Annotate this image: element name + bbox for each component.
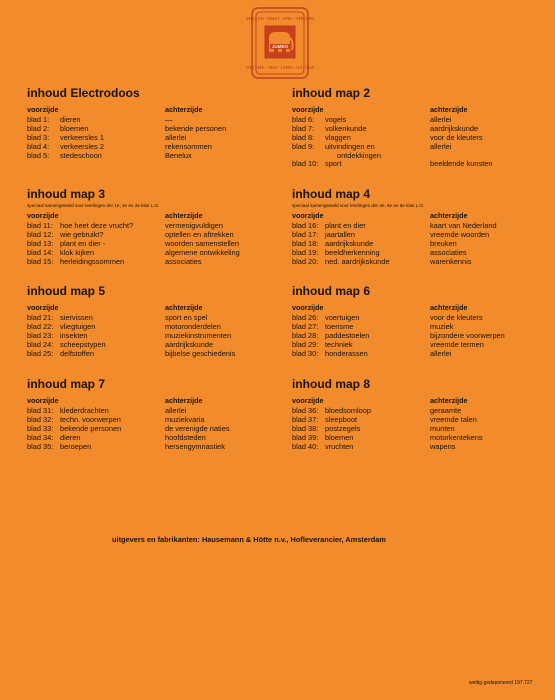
contents-row xyxy=(27,442,282,451)
front-topic: vlaggen xyxy=(325,133,351,142)
contents-section xyxy=(292,377,547,451)
front-topic: sleepboot xyxy=(325,415,358,424)
back-topic: allerlei xyxy=(430,115,452,124)
front-topic: hoe heet deze vrucht? xyxy=(60,221,134,230)
contents-row xyxy=(27,257,282,266)
contents-row xyxy=(292,257,547,266)
contents-row xyxy=(27,331,282,340)
contents-section xyxy=(27,284,282,358)
front-topic: wie gebruikt? xyxy=(60,230,104,239)
back-topic: de verenigde naties xyxy=(165,424,230,433)
sheet-number: blad 19: xyxy=(292,248,319,257)
column-headers xyxy=(27,105,282,115)
contents-row xyxy=(292,124,547,133)
contents-row xyxy=(292,415,547,424)
front-topic: honderassen xyxy=(325,349,368,358)
front-topic: paddestoelen xyxy=(325,331,370,340)
sheet-number: blad 9: xyxy=(292,142,315,151)
back-topic: munten xyxy=(430,424,455,433)
contents-row xyxy=(27,248,282,257)
sheet-number: blad 36: xyxy=(292,406,319,415)
contents-row xyxy=(292,159,547,168)
contents-section xyxy=(292,284,547,358)
contents-section xyxy=(27,86,282,160)
front-topic: klederdrachten xyxy=(60,406,109,415)
back-topic: allerlei xyxy=(165,133,187,142)
back-topic: optellen en aftrekken xyxy=(165,230,234,239)
front-topic: delfstoffen xyxy=(60,349,94,358)
column-headers xyxy=(292,105,547,115)
contents-row xyxy=(292,248,547,257)
front-topic: volkenkunde xyxy=(325,124,367,133)
contents-row xyxy=(292,442,547,451)
front-topic: plant en dier xyxy=(325,221,366,230)
back-topic: vreemde termen xyxy=(430,340,484,349)
back-topic: warenkennis xyxy=(430,257,472,266)
back-topic: allerlei xyxy=(430,142,452,151)
column-headers xyxy=(292,211,547,221)
back-topic: geraamte xyxy=(430,406,462,415)
sheet-number: blad 24: xyxy=(27,340,54,349)
sheet-number: blad 16: xyxy=(292,221,319,230)
front-topic: bloemen xyxy=(325,433,354,442)
contents-row xyxy=(292,424,547,433)
back-topic: associaties xyxy=(430,248,467,257)
front-column-header: voorzijde xyxy=(27,105,59,114)
contents-row xyxy=(292,433,547,442)
back-topic: beeldende kunsten xyxy=(430,159,493,168)
back-topic: rekensommen xyxy=(165,142,212,151)
back-column-header: achterzijde xyxy=(165,105,203,114)
contents-row xyxy=(292,151,547,159)
contents-row xyxy=(292,133,547,142)
back-topic: kaart van Nederland xyxy=(430,221,497,230)
back-topic: motorkentekens xyxy=(430,433,483,442)
sheet-number: blad 18: xyxy=(292,239,319,248)
front-topic: aardrijkskunde xyxy=(325,239,374,248)
back-topic: aardrijkskunde xyxy=(165,340,214,349)
contents-section xyxy=(292,187,547,266)
back-topic: muziek xyxy=(430,322,454,331)
contents-section xyxy=(292,86,547,168)
sheet-number: blad 6: xyxy=(292,115,315,124)
section-title: inhoud map 2 xyxy=(292,86,370,100)
sheet-number: blad 27: xyxy=(292,322,319,331)
sheet-number: blad 31: xyxy=(27,406,54,415)
front-topic: beroepen xyxy=(60,442,92,451)
front-topic: ontdekkingen xyxy=(337,151,381,160)
contents-row xyxy=(27,239,282,248)
front-topic: beeldherkenning xyxy=(325,248,380,257)
front-column-header: voorzijde xyxy=(27,211,59,220)
sheet-number: blad 13: xyxy=(27,239,54,248)
contents-row xyxy=(27,151,282,160)
section-subtitle: speciaal samengesteld voor leerlingen der 1e, 2e en 3e klas L.O. xyxy=(27,203,160,208)
back-topic: algemene ontwikkeling xyxy=(165,248,240,257)
section-title: inhoud Electrodoos xyxy=(27,86,140,100)
sheet-number: blad 25: xyxy=(27,349,54,358)
back-column-header: achterzijde xyxy=(430,105,468,114)
svg-text:JUMBO: JUMBO xyxy=(271,44,289,49)
contents-row xyxy=(292,331,547,340)
front-topic: toerisme xyxy=(325,322,354,331)
back-topic: vermenigvuldigen xyxy=(165,221,223,230)
contents-row xyxy=(27,124,282,133)
contents-row xyxy=(27,313,282,322)
back-topic: bijzondere voorwerpen xyxy=(430,331,505,340)
sheet-number: blad 30: xyxy=(292,349,319,358)
back-topic: — xyxy=(165,115,173,124)
section-title: inhoud map 6 xyxy=(292,284,370,298)
section-title: inhoud map 3 xyxy=(27,187,105,201)
front-column-header: voorzijde xyxy=(292,396,324,405)
svg-text:SPELLEN - FEEST - SPEL - SPELL: SPELLEN - FEEST - SPEL - SPELLEN xyxy=(245,65,315,70)
back-column-header: achterzijde xyxy=(430,396,468,405)
back-topic: woorden samenstellen xyxy=(165,239,239,248)
back-topic: associaties xyxy=(165,257,202,266)
front-topic: klok kijken xyxy=(60,248,95,257)
contents-row xyxy=(292,406,547,415)
contents-row xyxy=(292,349,547,358)
contents-section xyxy=(27,377,282,451)
sheet-number: blad 23: xyxy=(27,331,54,340)
section-subtitle: speciaal samengesteld voor leerlingen der 4e, 5e en 6e klas L.O. xyxy=(292,203,425,208)
contents-row xyxy=(292,115,547,124)
back-topic: wapens xyxy=(430,442,456,451)
section-title: inhoud map 4 xyxy=(292,187,370,201)
sheet-number: blad 2: xyxy=(27,124,50,133)
sheet-number: blad 38: xyxy=(292,424,319,433)
sheet-number: blad 14: xyxy=(27,248,54,257)
sheet-number: blad 29: xyxy=(292,340,319,349)
sheet-number: blad 1: xyxy=(27,115,50,124)
sheet-number: blad 10: xyxy=(292,159,319,168)
front-column-header: voorzijde xyxy=(292,211,324,220)
back-column-header: achterzijde xyxy=(165,396,203,405)
column-headers xyxy=(27,396,282,406)
front-topic: plant en dier - xyxy=(60,239,106,248)
contents-row xyxy=(27,406,282,415)
sheet-number: blad 11: xyxy=(27,221,53,230)
sheet-number: blad 37: xyxy=(292,415,319,424)
back-topic: hoofdsteden xyxy=(165,433,206,442)
jumbo-elephant-logo-icon xyxy=(238,6,322,80)
back-column-header: achterzijde xyxy=(430,211,468,220)
sheet-number: blad 35: xyxy=(27,442,54,451)
front-topic: bloemen xyxy=(60,124,89,133)
front-topic: siervissen xyxy=(60,313,93,322)
section-title: inhoud map 8 xyxy=(292,377,370,391)
contents-row xyxy=(292,239,547,248)
front-topic: vliegtuigen xyxy=(60,322,96,331)
column-headers xyxy=(292,303,547,313)
back-column-header: achterzijde xyxy=(430,303,468,312)
contents-row xyxy=(27,340,282,349)
sheet-number: blad 40: xyxy=(292,442,319,451)
sheet-number: blad 32: xyxy=(27,415,54,424)
front-column-header: voorzijde xyxy=(27,303,59,312)
back-column-header: achterzijde xyxy=(165,211,203,220)
column-headers xyxy=(292,396,547,406)
sheet-number: blad 21: xyxy=(27,313,54,322)
contents-row xyxy=(27,322,282,331)
contents-row xyxy=(292,230,547,239)
sheet-number: blad 34: xyxy=(27,433,54,442)
back-topic: bijbelse geschiedenis xyxy=(165,349,236,358)
front-topic: bekende personen xyxy=(60,424,122,433)
sheet-number: blad 7: xyxy=(292,124,315,133)
front-topic: verkeersles 2 xyxy=(60,142,104,151)
front-topic: verkeersles 1 xyxy=(60,133,104,142)
back-topic: vreemde woorden xyxy=(430,230,490,239)
section-title: inhoud map 7 xyxy=(27,377,105,391)
front-topic: techn. voorwerpen xyxy=(60,415,121,424)
back-topic: voor de kleuters xyxy=(430,313,483,322)
back-topic: allerlei xyxy=(165,406,187,415)
back-topic: vreemde talen xyxy=(430,415,477,424)
contents-row xyxy=(27,349,282,358)
legal-deposit-note: wettig gedeponeerd 197.727 xyxy=(469,680,533,686)
contents-row xyxy=(27,433,282,442)
back-topic: breuken xyxy=(430,239,457,248)
front-topic: vogels xyxy=(325,115,347,124)
front-topic: ned. aardrijkskunde xyxy=(325,257,390,266)
sheet-number: blad 15: xyxy=(27,257,54,266)
sheet-number: blad 28: xyxy=(292,331,319,340)
front-column-header: voorzijde xyxy=(292,303,324,312)
contents-row xyxy=(27,221,282,230)
front-topic: insekten xyxy=(60,331,88,340)
contents-row xyxy=(292,340,547,349)
back-topic: muziekinstrumenten xyxy=(165,331,232,340)
sheet-number: blad 39: xyxy=(292,433,319,442)
front-topic: postzegels xyxy=(325,424,361,433)
publisher-line: uitgevers en fabrikanten: Hausemann & Hötte n.v., Hofleverancier, Amsterdam xyxy=(112,535,386,544)
front-topic: techniek xyxy=(325,340,353,349)
front-topic: jaartallen xyxy=(325,230,355,239)
section-title: inhoud map 5 xyxy=(27,284,105,298)
sheet-number: blad 22: xyxy=(27,322,54,331)
sheet-number: blad 33: xyxy=(27,424,54,433)
back-topic: hersengymnastiek xyxy=(165,442,225,451)
front-topic: dieren xyxy=(60,433,81,442)
front-topic: scheepstypen xyxy=(60,340,106,349)
contents-row xyxy=(292,322,547,331)
sheet-number: blad 17: xyxy=(292,230,319,239)
front-topic: uitvindingen en xyxy=(325,142,375,151)
front-topic: sport xyxy=(325,159,342,168)
front-topic: voertuigen xyxy=(325,313,360,322)
contents-row xyxy=(27,133,282,142)
back-topic: voor de kleuters xyxy=(430,133,483,142)
contents-row xyxy=(292,142,547,151)
contents-row xyxy=(27,415,282,424)
front-column-header: voorzijde xyxy=(27,396,59,405)
sheet-number: blad 20: xyxy=(292,257,319,266)
sheet-number: blad 4: xyxy=(27,142,50,151)
contents-row xyxy=(27,424,282,433)
back-topic: motoronderdelen xyxy=(165,322,221,331)
front-topic: vruchten xyxy=(325,442,354,451)
front-topic: stedeschoon xyxy=(60,151,102,160)
back-topic: aardrijkskunde xyxy=(430,124,479,133)
sheet-number: blad 5: xyxy=(27,151,50,160)
back-topic: allerlei xyxy=(430,349,452,358)
contents-row xyxy=(27,142,282,151)
sheet-number: blad 26: xyxy=(292,313,319,322)
sheet-number: blad 3: xyxy=(27,133,50,142)
contents-row xyxy=(292,313,547,322)
sheet-number: blad 12: xyxy=(27,230,54,239)
front-topic: herleidingssommen xyxy=(60,257,125,266)
contents-row xyxy=(27,115,282,124)
column-headers xyxy=(27,303,282,313)
back-topic: Benelux xyxy=(165,151,192,160)
column-headers xyxy=(27,211,282,221)
sheet-number: blad 8: xyxy=(292,133,315,142)
front-topic: dieren xyxy=(60,115,81,124)
back-topic: muziekvaria xyxy=(165,415,205,424)
back-topic: bekende personen xyxy=(165,124,227,133)
back-topic: sport en spel xyxy=(165,313,208,322)
front-column-header: voorzijde xyxy=(292,105,324,114)
contents-section xyxy=(27,187,282,266)
contents-row xyxy=(292,221,547,230)
svg-text:SPELLEN - FEEST - SPEL - SPELL: SPELLEN - FEEST - SPEL - SPELLEN xyxy=(245,16,315,21)
contents-row xyxy=(27,230,282,239)
front-topic: bloedsomloop xyxy=(325,406,372,415)
back-column-header: achterzijde xyxy=(165,303,203,312)
